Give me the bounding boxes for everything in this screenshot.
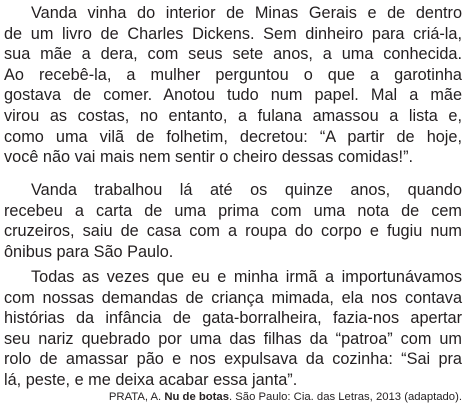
citation-title: Nu de botas [164,391,229,403]
paragraph-1 [4,3,462,168]
source-citation [109,390,462,404]
text-line: sua mãe a dera, com seus sete anos, a uma conhecida. [4,45,462,64]
paragraph-2 [4,180,462,262]
text-line: Ao recebê-la, a mulher perguntou o que a garotinha [4,65,462,84]
text-line: lá, peste, e me deixa acabar essa janta”. [4,370,298,389]
text-line: Todas as vezes que eu e minha irmã a importunávamos [31,268,462,286]
text-line: você não vai mais nem sentir o cheiro dessas comidas!”. [4,148,414,167]
text-line: como uma vilã de folhetim, decretou: “A partir de hoje, [4,127,462,146]
text-line: histórias da infância de gata-borralheira, fazia-nos apertar [4,309,462,328]
text-line: Vanda trabalhou lá até os quinze anos, quando [31,181,462,199]
text-line: seu nariz quebrado por uma das filhas da “patroa” com um [4,329,462,348]
text-line: virou as costas, no entanto, a fulana amassou a lista e, [4,106,462,125]
paragraph-3 [4,267,462,391]
text-line: Vanda vinha do interior de Minas Gerais e de dentro [31,4,462,22]
text-line: cruzeiros, saiu de casa com a roupa do corpo e fugiu num [4,222,462,241]
text-line: ônibus para São Paulo. [4,242,174,261]
text-line: gostava de comer. Anotou tudo num papel. Mal a mãe [4,86,462,105]
text-line: rolo de amassar pão e nos expulsava da cozinha: “Sai pra [4,350,462,369]
text-line: recebeu a carta de uma prima com uma nota de cem [4,201,462,220]
text-line: de um livro de Charles Dickens. Sem dinheiro para criá-la, [4,24,462,43]
citation-details: . São Paulo: Cia. das Letras, 2013 (adaptado). [229,391,462,403]
text-line: com nossas demandas de criança mimada, ela nos contava [4,288,462,307]
citation-author: PRATA, A. [108,391,162,403]
